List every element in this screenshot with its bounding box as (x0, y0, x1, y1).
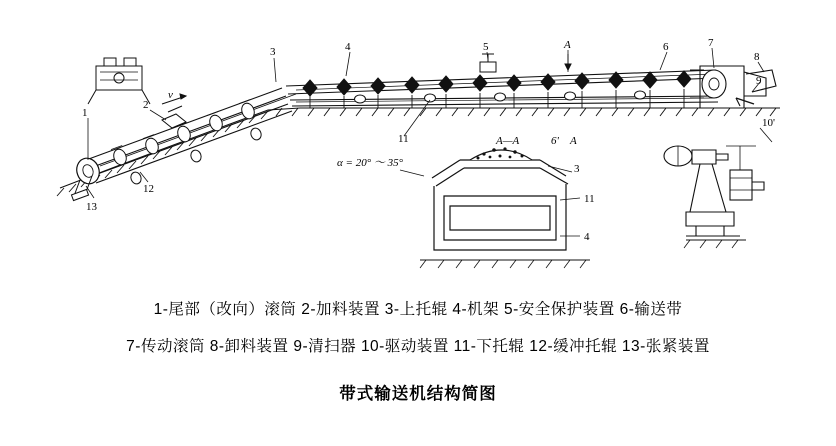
section-arrow-a-label: A (570, 135, 577, 147)
velocity-vector-label: v (168, 89, 173, 101)
section-view-aa (337, 135, 595, 268)
section-callout-4: 4 (584, 231, 590, 243)
callout-numbers (82, 37, 762, 213)
callout-3: 3 (270, 46, 276, 58)
callout-5: 5 (483, 41, 489, 53)
section-callout-6: 6' (551, 135, 559, 147)
legend-line-2: 7-传动滚筒 8-卸料装置 9-清扫器 10-驱动装置 11-下托辊 12-缓冲托辊 13-张紧装置 (126, 337, 710, 355)
inclined-conveyor-frame (86, 88, 296, 183)
drive-unit-detail (664, 128, 772, 248)
callout-11: 11 (398, 133, 409, 145)
callout-6: 6 (663, 41, 669, 53)
callout-4: 4 (345, 41, 351, 53)
callout-10-prime: 10' (762, 117, 775, 129)
callout-7: 7 (708, 37, 714, 49)
callout-1: 1 (82, 107, 88, 119)
trough-angle-label: α = 20° ～ 35° (337, 157, 403, 169)
callout-section-arrow-a: A (564, 39, 571, 51)
section-arrow-marks (565, 54, 571, 70)
callout-13: 13 (86, 201, 97, 213)
drive-unit-left (88, 58, 150, 104)
callout-9: 9 (756, 75, 762, 87)
callout-12: 12 (143, 183, 154, 195)
section-callout-11: 11 (584, 193, 595, 205)
legend-line-1: 1-尾部（改向）滚筒 2-加料装置 3-上托辊 4-机架 5-安全保护装置 6-输送带 (153, 301, 683, 318)
velocity-arrow (162, 94, 186, 104)
section-callout-3: 3 (574, 163, 580, 175)
callout-8: 8 (754, 51, 760, 63)
ground-line (57, 108, 780, 196)
figure-caption-block (0, 300, 836, 404)
figure-title: 带式输送机结构简图 (339, 384, 497, 403)
section-title: A—A (496, 135, 520, 147)
safety-protection-device (480, 54, 496, 72)
callout-2: 2 (143, 99, 149, 111)
